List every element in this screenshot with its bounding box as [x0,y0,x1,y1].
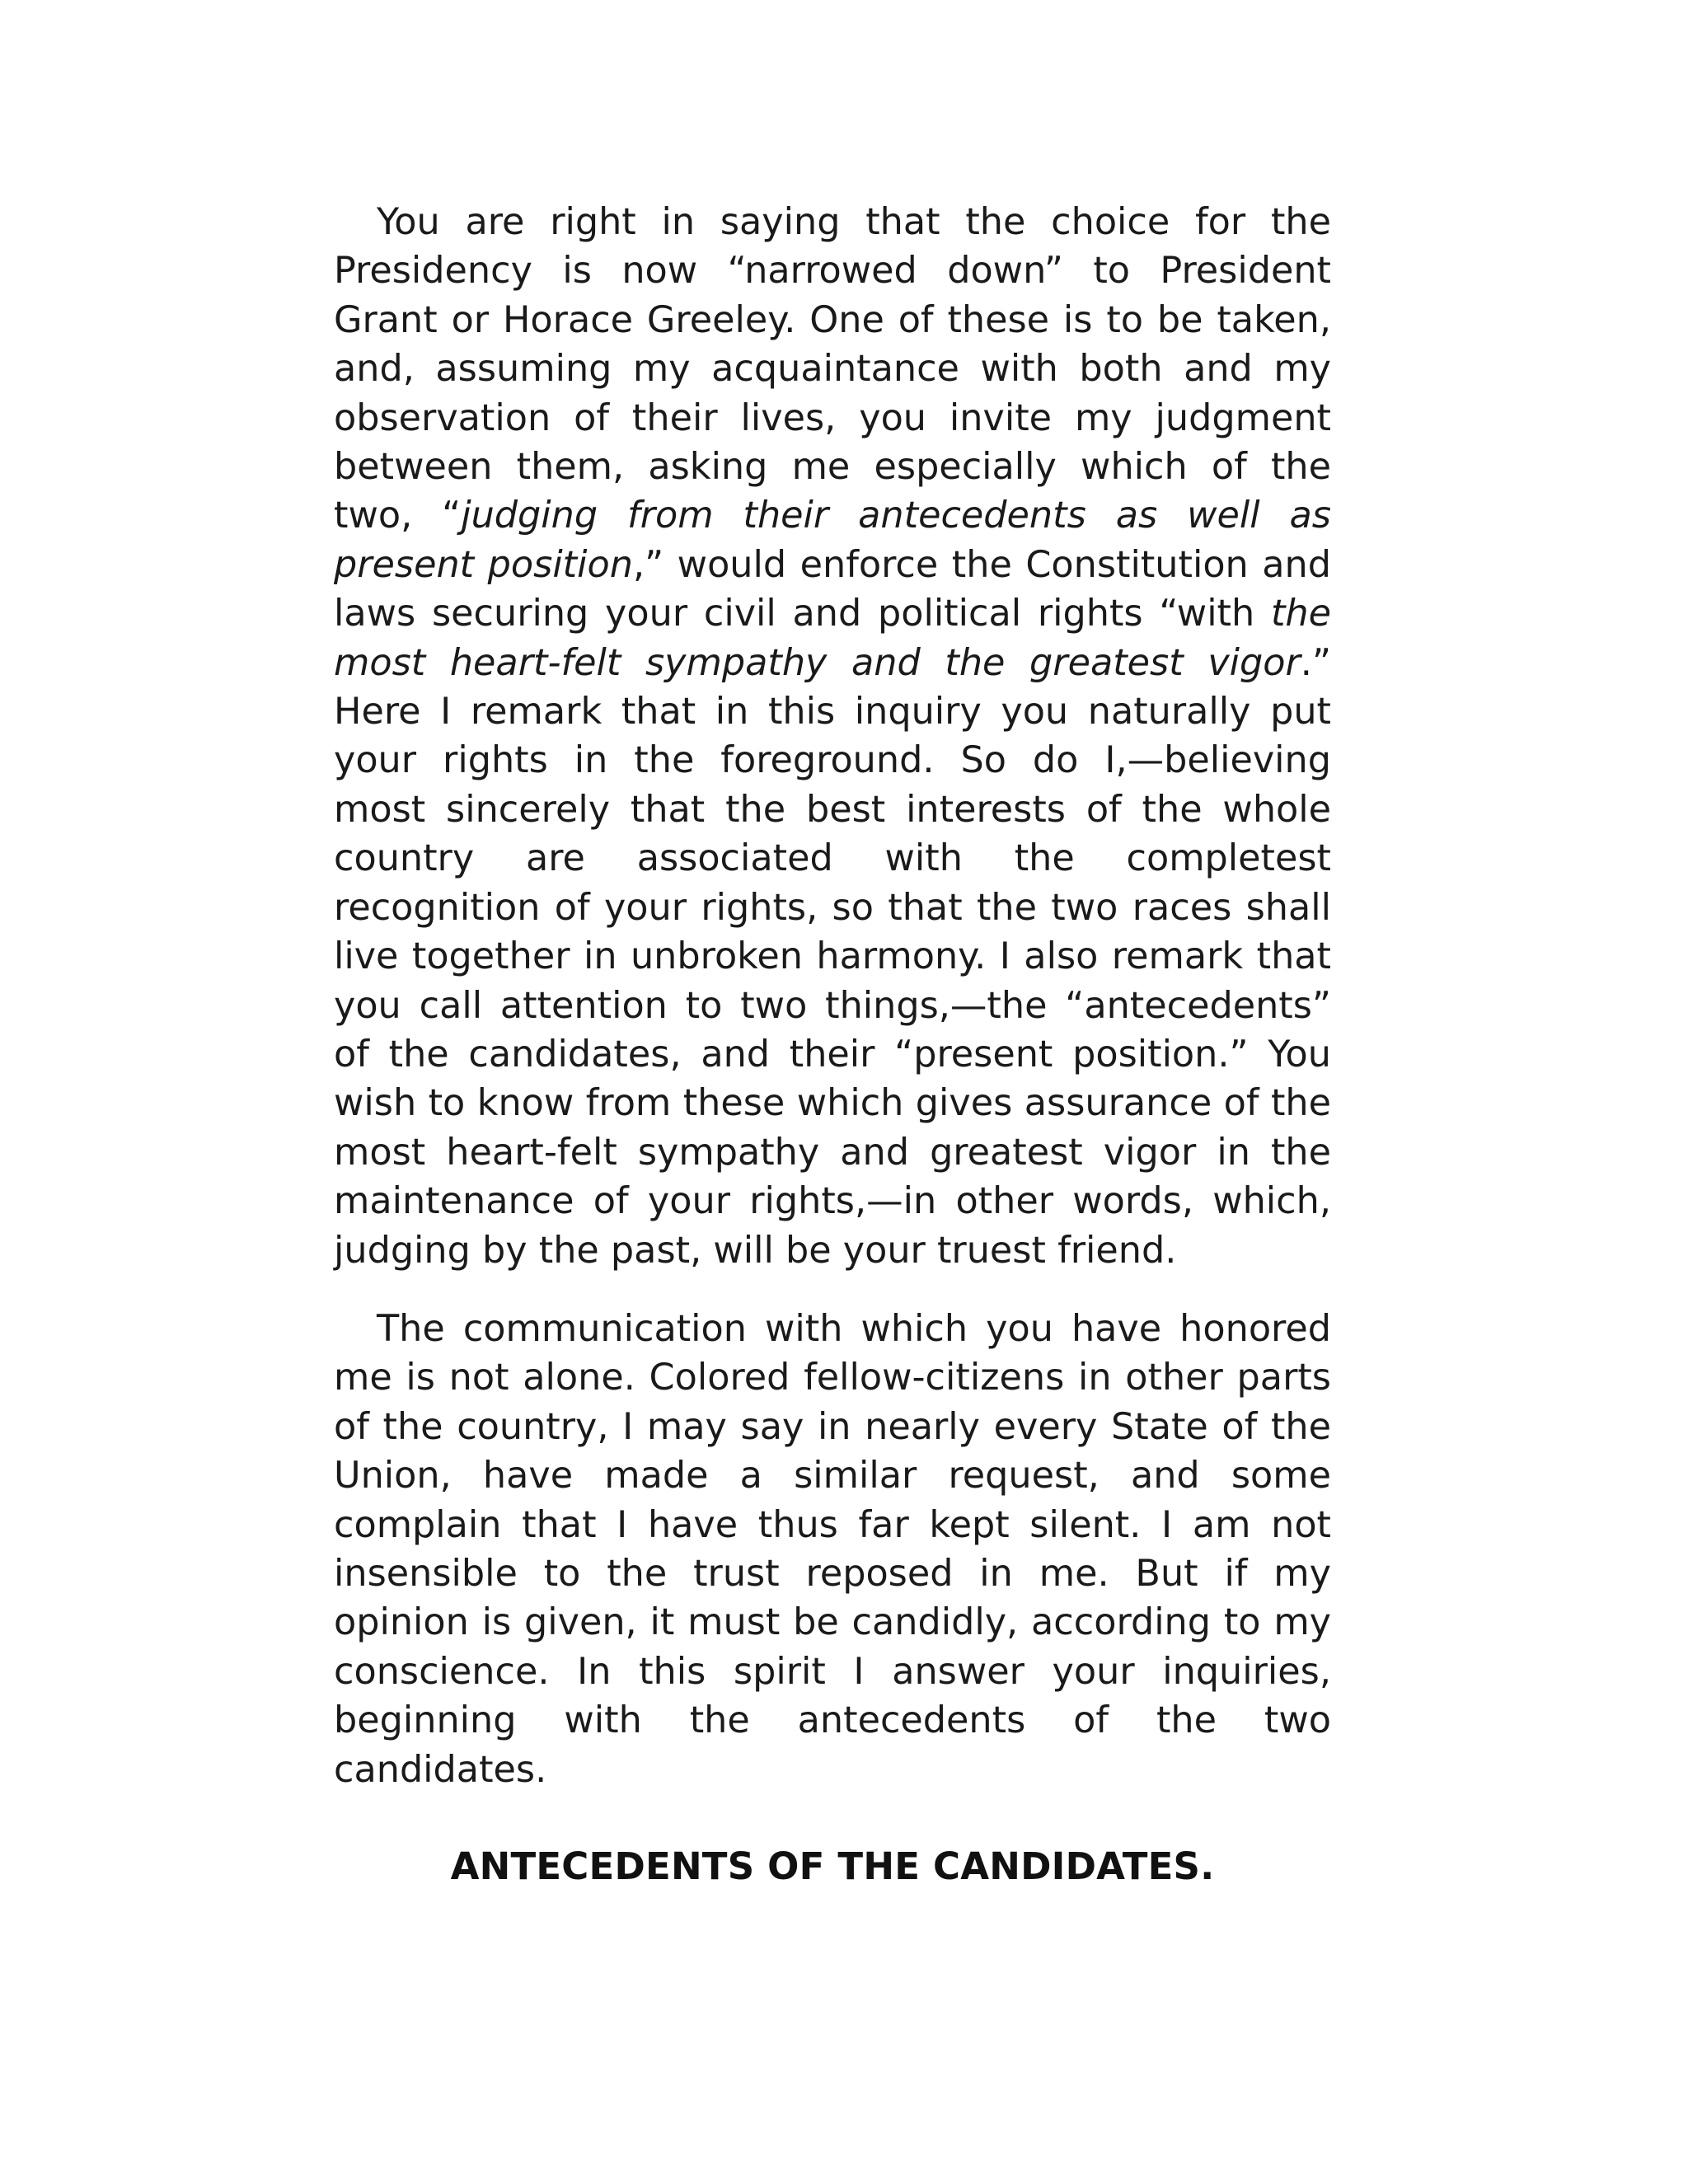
paragraph-2-segment-1: The communication with which you have honored me is not alone. Colored fellow-citizens in other parts of the country, I may say in nearly every State of the Union, have made a similar request, and some complain that I have thus far kept silent. I am not insensible to the trust reposed in me. But if my opinion is given, it must be candidly, according to my conscience. In this spirit I answer your inquiries, beginning with the antecedents of the two candidates. [334,1307,1331,1791]
body-text [334,198,1331,1891]
section-heading: ANTECEDENTS OF THE CANDIDATES. [450,1844,1215,1888]
paragraph-1-segment-3: ,” would enforce the Constitution and laws securing your civil and political rights “with [334,543,1332,635]
paragraph-1-segment-2: judging from their antecedents as well as present position [334,494,1331,586]
paragraph-2 [334,1305,1331,1794]
paragraph-1-segment-1: You are right in saying that the choice for the Presidency is now “narrowed down” to President Grant or Horace Greeley. One of these is to be taken, and, assuming my acquaintance with both and my observation of their lives, you invite my judgment between them, asking me especially which of the two, “ [334,201,1331,537]
paragraph-1-segment-4: the most heart-felt sympathy and the greatest vigor [334,593,1331,684]
paragraph-1 [334,198,1331,1275]
paragraph-1-segment-5: .” Here I remark that in this inquiry you naturally put your rights in the foreground. So do I,—believing most sincerely that the best interests of the whole country are associated with the completest recognition of your rights, so that the two races shall live together in unbroken harmony. I also remark that you call attention to two things,—the “antecedents” of the candidates, and their “present position.” You wish to know from these which gives assurance of the most heart-felt sympathy and greatest vigor in the maintenance of your rights,—in other words, which, judging by the past, will be your truest friend. [334,641,1331,1272]
